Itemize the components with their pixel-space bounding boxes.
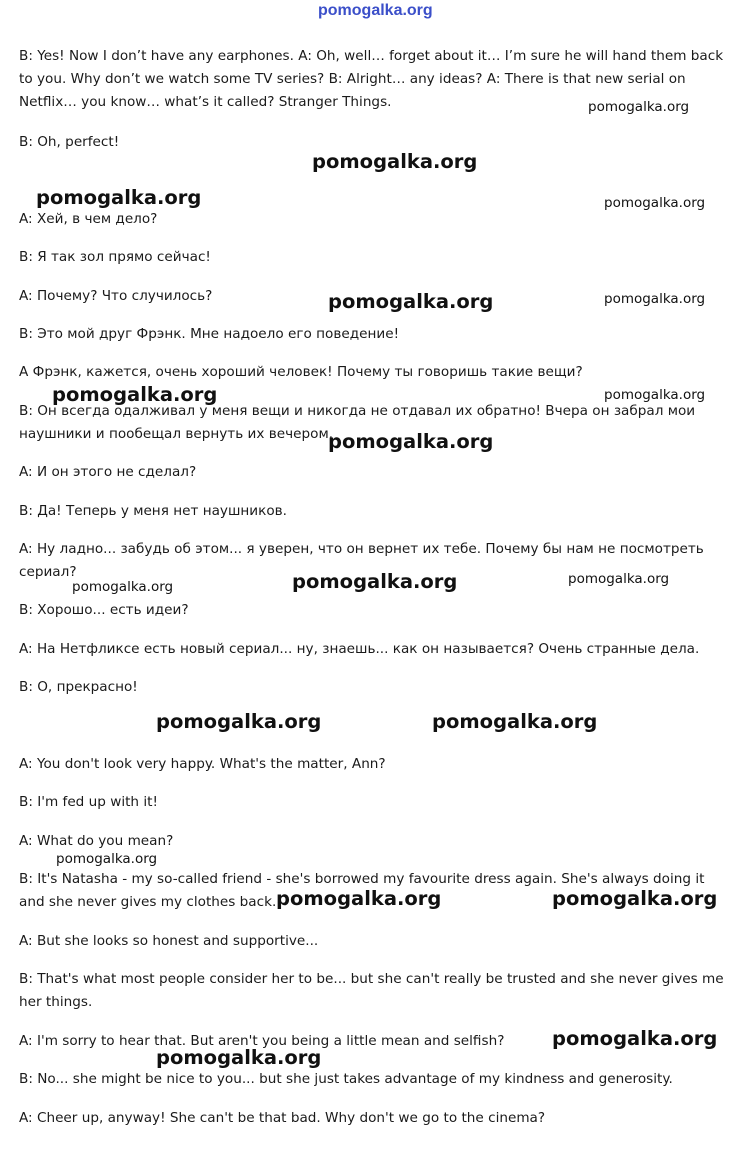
paragraph: B: No... she might be nice to you... but she just takes advantage of my kindness and generosity. <box>19 1071 673 1087</box>
paragraph: B: Я так зол прямо сейчас! <box>19 249 211 265</box>
watermark: pomogalka.org <box>604 291 706 307</box>
watermark: pomogalka.org <box>552 1027 718 1050</box>
paragraph: A: Cheer up, anyway! She can't be that bad. Why don't we go to the cinema? <box>19 1110 546 1126</box>
watermark: pomogalka.org <box>276 887 442 910</box>
watermark: pomogalka.org <box>312 150 478 173</box>
watermark: pomogalka.org <box>56 851 158 867</box>
paragraph: B: I'm fed up with it! <box>19 794 158 810</box>
paragraph: B: It's Natasha - my so-called friend - she's borrowed my favourite dress again. She's always doing it and she never gives my clothes back. <box>19 871 705 910</box>
paragraph: B: Да! Теперь у меня нет наушников. <box>19 503 287 519</box>
paragraph: B: Yes! Now I don’t have any earphones. A: Oh, well… forget about it… I’m sure he will hand them back to you. Why don’t we watch some TV series? B: Alright… any ideas? A: There is that new serial on Netflix… you know… what’s it called? Stranger Things. <box>19 48 724 110</box>
paragraph: A: Почему? Что случилось? <box>19 288 213 304</box>
paragraph: A: But she looks so honest and supportive... <box>19 933 319 949</box>
paragraph: A Фрэнк, кажется, очень хороший человек! Почему ты говоришь такие вещи? <box>19 364 583 380</box>
watermark: pomogalka.org <box>588 99 690 115</box>
paragraph: B: Это мой друг Фрэнк. Мне надоело его поведение! <box>19 326 400 342</box>
watermark: pomogalka.org <box>432 710 598 733</box>
paragraph: B: О, прекрасно! <box>19 679 138 695</box>
watermark: pomogalka.org <box>72 579 174 595</box>
paragraph: A: Ну ладно... забудь об этом... я уверен, что он вернет их тебе. Почему бы нам не посмотреть сериал? <box>19 541 704 580</box>
watermark: pomogalka.org <box>328 430 494 453</box>
watermark: pomogalka.org <box>552 887 718 910</box>
watermark: pomogalka.org <box>156 710 322 733</box>
watermark: pomogalka.org <box>328 290 494 313</box>
paragraph: A: I'm sorry to hear that. But aren't you being a little mean and selfish? <box>19 1033 505 1049</box>
paragraph: A: What do you mean? <box>19 833 174 849</box>
watermark: pomogalka.org <box>36 186 202 209</box>
watermark: pomogalka.org <box>52 383 218 406</box>
watermark: pomogalka.org <box>604 195 706 211</box>
paragraph: B: That's what most people consider her to be... but she can't really be trusted and she never gives me her things. <box>19 971 724 1010</box>
watermark: pomogalka.org <box>156 1046 322 1069</box>
site-logo: pomogalka.org <box>318 2 433 19</box>
paragraph: B: Хорошо... есть идеи? <box>19 602 189 618</box>
paragraph: B: Oh, perfect! <box>19 134 120 150</box>
paragraph: A: You don't look very happy. What's the matter, Ann? <box>19 756 386 772</box>
watermark: pomogalka.org <box>568 571 670 587</box>
paragraph: A: На Нетфликсе есть новый сериал... ну, знаешь... как он называется? Очень странные дела. <box>19 641 700 657</box>
paragraph: B: Он всегда одалживал у меня вещи и никогда не отдавал их обратно! Вчера он забрал мои наушники и пообещал вернуть их вечером. <box>19 403 696 442</box>
watermark: pomogalka.org <box>292 570 458 593</box>
paragraph: A: Хей, в чем дело? <box>19 211 158 227</box>
paragraph: A: И он этого не сделал? <box>19 464 197 480</box>
watermark: pomogalka.org <box>604 387 706 403</box>
